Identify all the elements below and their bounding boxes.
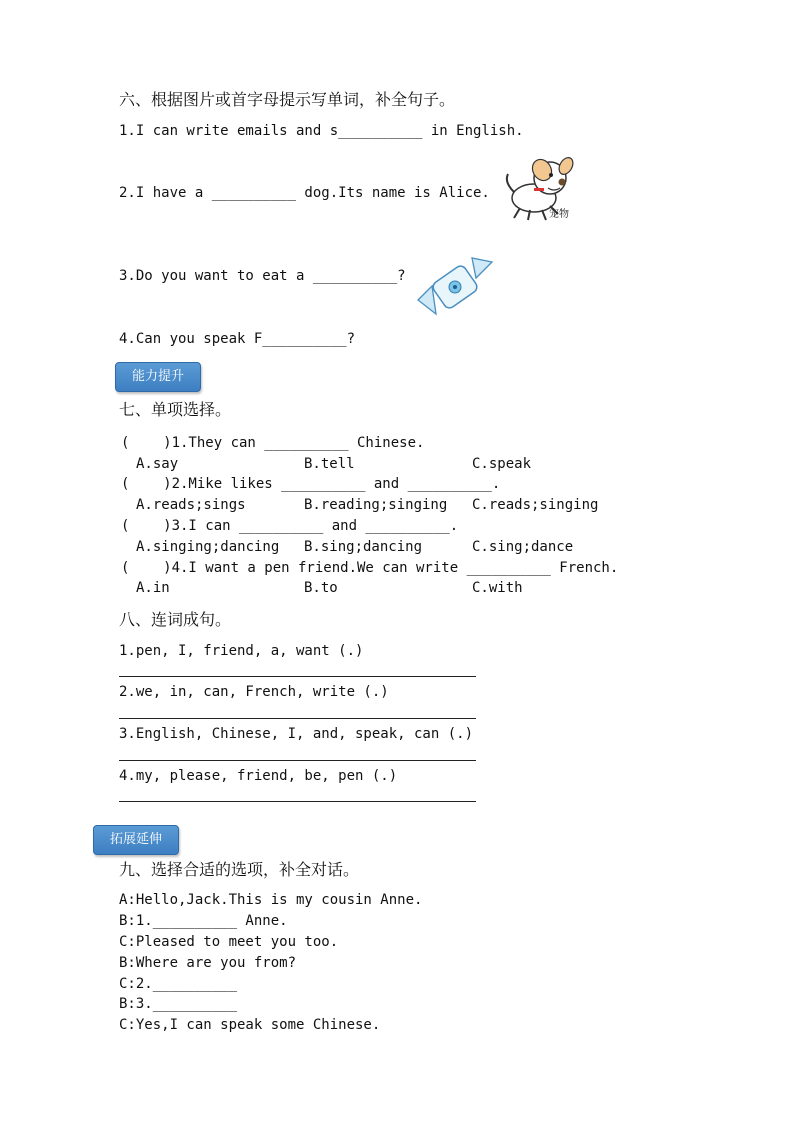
answer-line-4	[119, 801, 476, 802]
dialogue-line-2: B:1.__________ Anne.	[119, 913, 288, 929]
answer-line-3	[119, 760, 476, 761]
dialogue-line-3: C:Pleased to meet you too.	[119, 934, 339, 950]
section6-item-2: 2.I have a __________ dog.Its name is Alice.	[119, 185, 490, 201]
question-1-option-b: B.tell	[304, 456, 355, 472]
section6-item-4: 4.Can you speak F__________?	[119, 331, 356, 347]
candy-icon	[412, 256, 498, 320]
section6-item-3: 3.Do you want to eat a __________?	[119, 268, 406, 284]
extension-badge: 拓展延伸	[93, 825, 179, 855]
question-3-option-c: C.sing;dance	[472, 539, 574, 555]
question-1-option-c: C.speak	[472, 456, 532, 472]
section7-title: 七、单项选择。	[119, 400, 232, 419]
answer-line-1	[119, 676, 476, 677]
question-4-option-b: B.to	[304, 580, 338, 596]
question-2-stem: ( )2.Mike likes __________ and __________.	[121, 476, 501, 492]
dialogue-line-4: B:Where are you from?	[119, 955, 297, 971]
reorder-item-3: 3.English, Chinese, I, and, speak, can (.)	[119, 726, 474, 742]
reorder-item-2: 2.we, in, can, French, write (.)	[119, 684, 389, 700]
question-1-option-a: A.say	[136, 456, 179, 472]
pet-label: 宠物	[549, 209, 569, 220]
section6-title: 六、根据图片或首字母提示写单词，补全句子。	[119, 90, 456, 109]
dialogue-line-5: C:2.__________	[119, 976, 238, 992]
section9-title: 九、选择合适的选项，补全对话。	[119, 860, 360, 879]
question-4-stem: ( )4.I want a pen friend.We can write __________ French.	[121, 560, 619, 576]
question-3-option-b: B.sing;dancing	[304, 539, 423, 555]
question-4-option-a: A.in	[136, 580, 170, 596]
dialogue-line-7: C:Yes,I can speak some Chinese.	[119, 1017, 381, 1033]
section6-item-1: 1.I can write emails and s__________ in English.	[119, 123, 524, 139]
dialogue-line-1: A:Hello,Jack.This is my cousin Anne.	[119, 892, 423, 908]
question-4-option-c: C.with	[472, 580, 523, 596]
question-3-option-a: A.singing;dancing	[136, 539, 280, 555]
question-2-option-a: A.reads;sings	[136, 497, 246, 513]
answer-line-2	[119, 718, 476, 719]
section8-title: 八、连词成句。	[119, 610, 232, 629]
question-1-stem: ( )1.They can __________ Chinese.	[121, 435, 425, 451]
ability-badge: 能力提升	[115, 362, 201, 392]
dialogue-line-6: B:3.__________	[119, 996, 238, 1012]
reorder-item-1: 1.pen, I, friend, a, want (.)	[119, 643, 364, 659]
question-2-option-c: C.reads;singing	[472, 497, 599, 513]
question-2-option-b: B.reading;singing	[304, 497, 448, 513]
question-3-stem: ( )3.I can __________ and __________.	[121, 518, 459, 534]
reorder-item-4: 4.my, please, friend, be, pen (.)	[119, 768, 398, 784]
